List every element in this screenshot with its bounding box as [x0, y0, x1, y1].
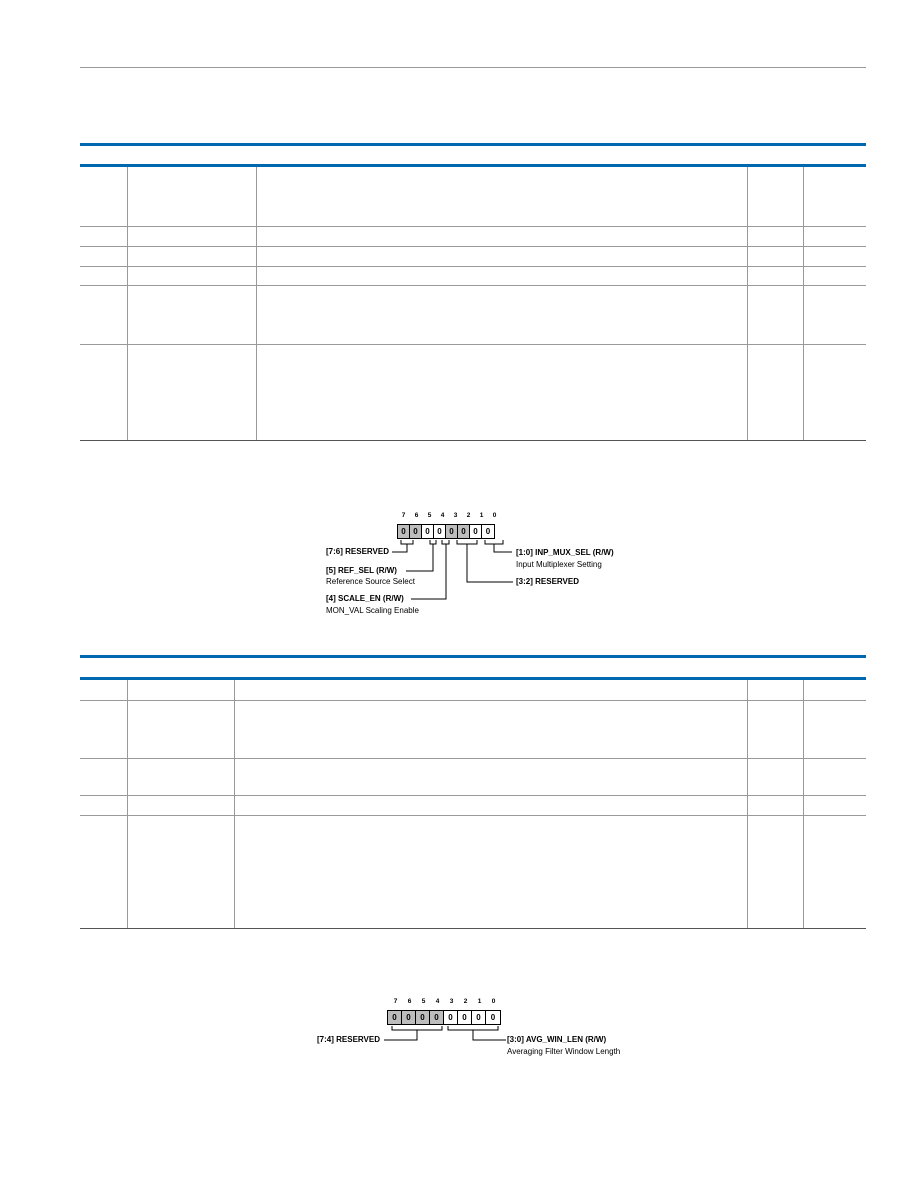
bit-cell: 0: [458, 1011, 472, 1024]
bit-number: 1: [479, 512, 484, 519]
field-label-reserved-7-4: [7:4] RESERVED: [317, 1035, 380, 1044]
field-desc-ref-sel: Reference Source Select: [326, 577, 415, 586]
field-label-ref-sel: [5] REF_SEL (R/W): [326, 566, 397, 575]
bit-cell: 0: [422, 525, 434, 538]
bit-cell-reserved: 0: [416, 1011, 430, 1024]
bit-cell: 0: [444, 1011, 458, 1024]
bit-number: 0: [492, 512, 497, 519]
field-label-reserved-7-6: [7:6] RESERVED: [326, 547, 389, 556]
bit-number: 0: [491, 998, 496, 1005]
bit-number: 2: [466, 512, 471, 519]
field-label-avg-win-len: [3:0] AVG_WIN_LEN (R/W): [507, 1035, 607, 1044]
table2-title-rule: [80, 655, 866, 658]
table-row: [80, 285, 866, 344]
bit-number: 3: [449, 998, 454, 1005]
page-header-rule: [80, 67, 866, 68]
bit-number: 1: [477, 998, 482, 1005]
bit-cell-reserved: 0: [446, 525, 458, 538]
table-row: [80, 700, 866, 758]
field-label-inp-mux-sel: [1:0] INP_MUX_SEL (R/W): [516, 548, 614, 557]
field-label-reserved-3-2: [3:2] RESERVED: [516, 577, 579, 586]
table-row: [80, 344, 866, 440]
bit-number: 2: [463, 998, 468, 1005]
bit-number: 4: [440, 512, 445, 519]
bit-number: 6: [407, 998, 412, 1005]
register-bit-diagram-2: [300, 998, 640, 1068]
register-table-2: [80, 680, 866, 929]
bit-cell: 0: [470, 525, 482, 538]
bit-number: 5: [421, 998, 426, 1005]
bit-cell: 0: [472, 1011, 486, 1024]
bit-number: 7: [401, 512, 406, 519]
bit-cell: 0: [482, 525, 494, 538]
table-row: [80, 758, 866, 795]
table-row: [80, 167, 866, 226]
bit-cell-reserved: 0: [458, 525, 470, 538]
bit-number: 3: [453, 512, 458, 519]
table1-title-rule: [80, 143, 866, 146]
bit-cell: 0: [434, 525, 446, 538]
table-row: [80, 246, 866, 266]
field-desc-scale-en: MON_VAL Scaling Enable: [326, 606, 419, 615]
field-desc-avg-win-len: Averaging Filter Window Length: [507, 1047, 621, 1056]
register-table-1: [80, 167, 866, 441]
table-row: [80, 266, 866, 285]
bit-cell-reserved: 0: [430, 1011, 444, 1024]
bit-number: 7: [393, 998, 398, 1005]
bit-cell-reserved: 0: [410, 525, 422, 538]
bit-cell: 0: [486, 1011, 500, 1024]
field-label-scale-en: [4] SCALE_EN (R/W): [326, 594, 404, 603]
bit-field-leader-lines: [300, 998, 640, 1068]
bit-cell-reserved: 0: [398, 525, 410, 538]
register-bit-diagram-1: [300, 512, 640, 622]
bit-cell-reserved: 0: [388, 1011, 402, 1024]
bit-number: 5: [427, 512, 432, 519]
table-row: [80, 680, 866, 700]
table-row: [80, 815, 866, 928]
table-row: [80, 795, 866, 815]
field-desc-inp-mux-sel: Input Multiplexer Setting: [516, 560, 602, 569]
bit-number: 6: [414, 512, 419, 519]
bit-cell-reserved: 0: [402, 1011, 416, 1024]
bit-number: 4: [435, 998, 440, 1005]
table-row: [80, 226, 866, 246]
